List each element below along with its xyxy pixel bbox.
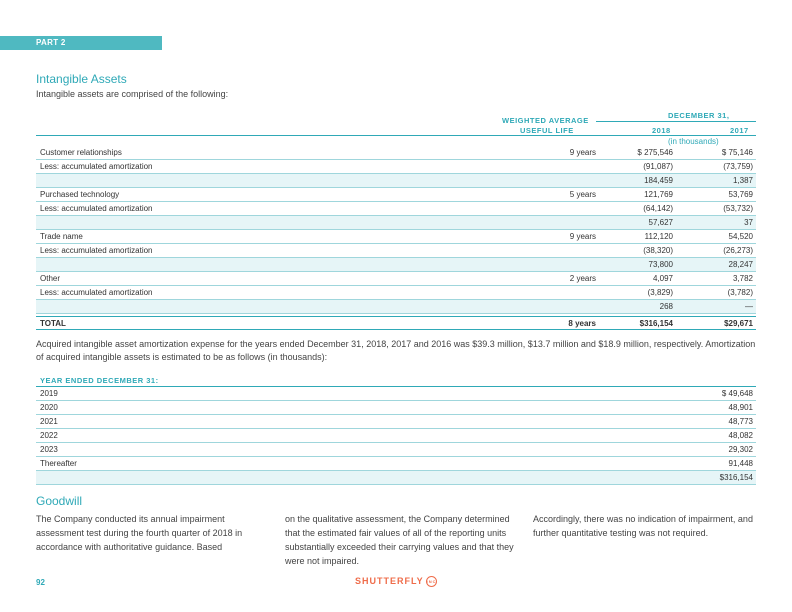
table-row bbox=[36, 244, 756, 258]
table-row bbox=[36, 188, 756, 202]
amortization-paragraph: Acquired intangible asset amortization expense for the years ended December 31, 2018, 2017 and 2016 was $39.3 million, $13.7 million and $18.9 million, respectively. Amortization of acquired intangible assets is estimated to be as follows (in thousands): bbox=[36, 339, 756, 362]
table-row bbox=[36, 202, 756, 216]
total-label: TOTAL bbox=[40, 319, 66, 328]
header-year-2017: 2017 bbox=[730, 126, 749, 135]
value-2018: 73,800 bbox=[648, 260, 673, 269]
subtotal-row bbox=[36, 216, 756, 230]
schedule-row bbox=[36, 401, 756, 415]
value-2018: $ 275,546 bbox=[637, 148, 673, 157]
value-2018: (91,087) bbox=[643, 162, 673, 171]
shutterfly-logo bbox=[355, 576, 437, 587]
schedule-year: 2020 bbox=[40, 403, 58, 412]
intangible-assets-title: Intangible Assets bbox=[36, 72, 127, 86]
row-label: Other bbox=[40, 274, 61, 283]
useful-life: 2 years bbox=[569, 274, 596, 283]
logo-text: SHUTTERFLY bbox=[355, 576, 424, 586]
schedule-row bbox=[36, 443, 756, 457]
schedule-total-row bbox=[36, 471, 756, 485]
goodwill-column-2: on the qualitative assessment, the Company determined that the estimated fair values of all of the reporting units substantially exceeded their carrying values and that they were not impaired. bbox=[285, 514, 514, 566]
schedule-row bbox=[36, 415, 756, 429]
header-useful-life: USEFUL LIFE bbox=[520, 126, 574, 135]
row-label: Less: accumulated amortization bbox=[40, 204, 153, 213]
schedule-amount: 48,773 bbox=[728, 417, 753, 426]
header-weighted-average: WEIGHTED AVERAGE bbox=[502, 116, 589, 125]
table-row bbox=[36, 286, 756, 300]
value-2017: 37 bbox=[744, 218, 753, 227]
intangible-assets-intro: Intangible assets are comprised of the following: bbox=[36, 89, 229, 99]
part-banner: PART 2 bbox=[0, 36, 162, 50]
schedule-row bbox=[36, 429, 756, 443]
value-2017: (3,782) bbox=[727, 288, 753, 297]
schedule-row bbox=[36, 457, 756, 471]
table-row bbox=[36, 272, 756, 286]
schedule-year: 2022 bbox=[40, 431, 58, 440]
header-december-31: DECEMBER 31, bbox=[668, 111, 730, 120]
schedule-year: 2019 bbox=[40, 389, 58, 398]
schedule-total: $316,154 bbox=[719, 473, 753, 482]
value-2018: 4,097 bbox=[652, 274, 673, 283]
schedule-row bbox=[36, 387, 756, 401]
goodwill-column-1: The Company conducted its annual impairment assessment test during the fourth quarter of 2018 in accordance with authoritative guidance. Based bbox=[36, 514, 243, 552]
useful-life: 9 years bbox=[569, 148, 596, 157]
header-rule bbox=[36, 135, 756, 136]
logo-mark-icon: INC bbox=[426, 576, 437, 587]
value-2017: — bbox=[745, 302, 753, 311]
total-row bbox=[36, 316, 756, 330]
table-row bbox=[36, 160, 756, 174]
value-2017: 3,782 bbox=[732, 274, 753, 283]
period-header-rule bbox=[596, 121, 756, 122]
schedule-amount: 29,302 bbox=[728, 445, 753, 454]
value-2018: 268 bbox=[659, 302, 673, 311]
units-note: (in thousands) bbox=[668, 137, 719, 146]
total-2018: $316,154 bbox=[639, 319, 673, 328]
schedule-year: Thereafter bbox=[40, 459, 77, 468]
row-label: Less: accumulated amortization bbox=[40, 162, 153, 171]
subtotal-row bbox=[36, 258, 756, 272]
subtotal-row bbox=[36, 174, 756, 188]
value-2018: (3,829) bbox=[647, 288, 673, 297]
schedule-header: YEAR ENDED DECEMBER 31: bbox=[40, 376, 159, 385]
schedule-amount: 91,448 bbox=[728, 459, 753, 468]
value-2017: 54,520 bbox=[728, 232, 753, 241]
table-row bbox=[36, 146, 756, 160]
row-label: Trade name bbox=[40, 232, 83, 241]
schedule-amount: $ 49,648 bbox=[721, 389, 753, 398]
value-2018: (64,142) bbox=[643, 204, 673, 213]
row-label: Less: accumulated amortization bbox=[40, 246, 153, 255]
schedule-year: 2023 bbox=[40, 445, 58, 454]
total-2017: $29,671 bbox=[724, 319, 753, 328]
total-useful-life: 8 years bbox=[568, 319, 596, 328]
value-2018: 112,120 bbox=[644, 232, 673, 241]
value-2017: $ 75,146 bbox=[721, 148, 753, 157]
value-2017: (73,759) bbox=[723, 162, 753, 171]
value-2018: 57,627 bbox=[648, 218, 673, 227]
table-row bbox=[36, 230, 756, 244]
value-2017: 28,247 bbox=[728, 260, 753, 269]
schedule-amount: 48,901 bbox=[728, 403, 753, 412]
value-2018: 121,769 bbox=[644, 190, 673, 199]
row-label: Customer relationships bbox=[40, 148, 122, 157]
goodwill-column-3: Accordingly, there was no indication of impairment, and further quantitative testing was not required. bbox=[533, 514, 753, 538]
useful-life: 5 years bbox=[569, 190, 596, 199]
row-label: Less: accumulated amortization bbox=[40, 288, 153, 297]
value-2017: (26,273) bbox=[723, 246, 753, 255]
value-2018: (38,320) bbox=[643, 246, 673, 255]
value-2018: 184,459 bbox=[644, 176, 673, 185]
goodwill-title: Goodwill bbox=[36, 494, 83, 508]
page-number: 92 bbox=[36, 578, 45, 587]
row-label: Purchased technology bbox=[40, 190, 120, 199]
value-2017: (53,732) bbox=[723, 204, 753, 213]
useful-life: 9 years bbox=[569, 232, 596, 241]
value-2017: 1,387 bbox=[732, 176, 753, 185]
header-year-2018: 2018 bbox=[652, 126, 671, 135]
subtotal-row bbox=[36, 300, 756, 314]
schedule-year: 2021 bbox=[40, 417, 58, 426]
value-2017: 53,769 bbox=[728, 190, 753, 199]
schedule-amount: 48,082 bbox=[728, 431, 753, 440]
